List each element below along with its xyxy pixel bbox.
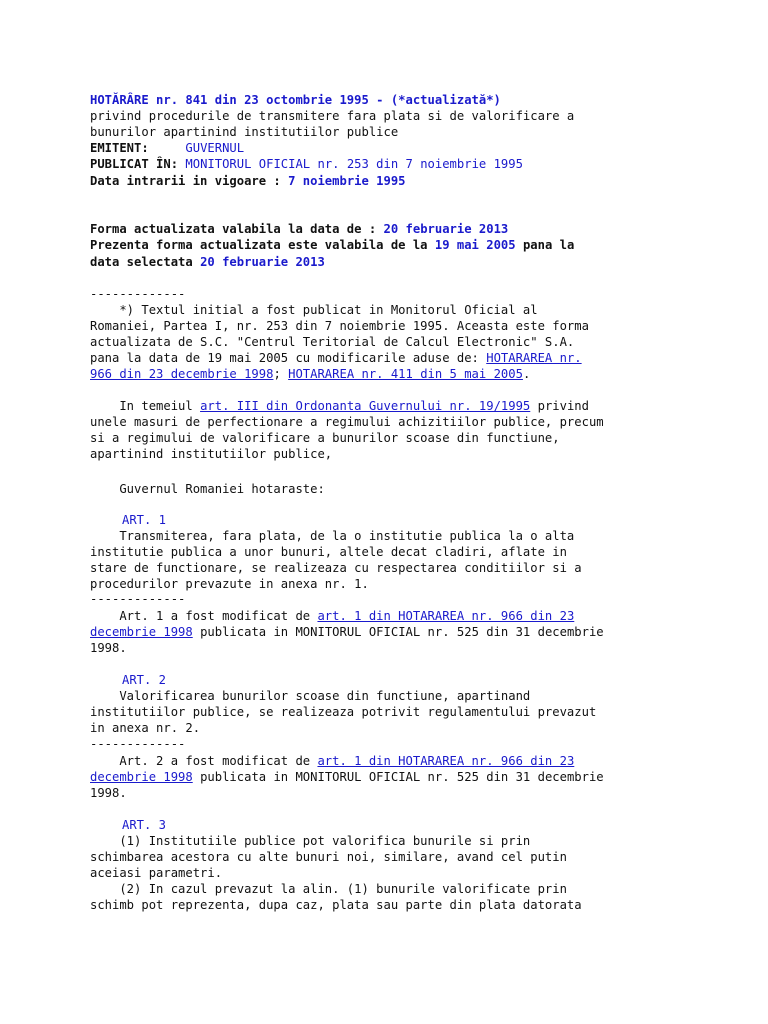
preamble-line: unele masuri de perfectionare a regimului achizitiilor publice, precum [90,415,604,429]
art-1-hotararea-966-link-cont[interactable]: decembrie 1998 [90,625,193,639]
art-1-line: Transmiterea, fara plata, de la o institutie publica la o alta [90,529,575,543]
art-2-heading: ART. 2 [122,673,167,687]
art-3-line: (2) In cazul prevazut la alin. (1) bunurile valorificate prin [90,882,567,896]
art-2-hotararea-966-link[interactable]: art. 1 din HOTARAREA nr. 966 din 23 [317,754,575,768]
note-text: pana la data de 19 mai 2005 cu modificarile aduse de: [90,351,479,365]
intrare-row [90,173,406,189]
prezenta-label: Prezenta forma actualizata este valabila de la [90,238,428,252]
art-1-modification [90,624,604,640]
note-line: actualizata de S.C. "Centrul Teritorial de Calcul Electronic" S.A. [90,335,575,349]
preamble-line: apartinind institutiilor publice, [90,447,333,461]
note-line: *) Textul initial a fost publicat in Monitorul Oficial al [90,303,538,317]
publicat-value: MONITORUL OFICIAL nr. 253 din 7 noiembrie 1995 [185,157,523,171]
art-3-line: (1) Institutiile publice pot valorifica bunurile si prin [90,834,531,848]
art-2-line: in anexa nr. 2. [90,721,201,735]
note-line: Romaniei, Partea I, nr. 253 din 7 noiembrie 1995. Aceasta este forma [90,319,589,333]
art-1-line: institutie publica a unor bunuri, altele decat cladiri, aflate in [90,545,567,559]
preamble-line [90,398,589,414]
separator: ------------- [90,592,186,606]
document-subject-line: privind procedurile de transmitere fara plata si de valorificare a [90,109,575,123]
preamble-suffix: privind [537,399,589,413]
mod-suffix: publicata in MONITORUL OFICIAL nr. 525 din 31 decembrie [200,625,604,639]
publicat-row [90,156,523,172]
art-2-modification: 1998. [90,786,127,800]
art-1-modification: 1998. [90,641,127,655]
art-2-line: Valorificarea bunurilor scoase din functiune, apartinand [90,689,531,703]
prezenta-from-date: 19 mai 2005 [434,238,516,252]
separator: ------------- [90,287,186,301]
preamble-prefix: In temeiul [90,399,193,413]
art-2-line: institutiilor publice, se realizeaza potrivit regulamentului prevazut [90,705,597,719]
document-subject-line: bunurilor apartinind institutiilor publice [90,125,399,139]
prezenta-mid: pana la [522,238,575,252]
note-line [90,366,530,382]
emitent-row [90,140,244,156]
forma-date: 20 februarie 2013 [383,222,509,236]
ordonanta-19-1995-link[interactable]: art. III din Ordonanta Guvernului nr. 19/1995 [200,399,531,413]
emitent-value: GUVERNUL [185,141,245,155]
note-separator: ; [273,367,281,381]
art-3-line: schimb pot reprezenta, dupa caz, plata sau parte din plata datorata [90,898,582,912]
art-1-hotararea-966-link[interactable]: art. 1 din HOTARAREA nr. 966 din 23 [317,609,575,623]
hotararea-966-link-cont[interactable]: 966 din 23 decembrie 1998 [90,367,274,381]
mod-prefix: Art. 2 a fost modificat de [90,754,311,768]
decision-line: Guvernul Romaniei hotaraste: [90,482,325,496]
art-2-modification [90,753,574,769]
emitent-label: EMITENT: [90,141,149,155]
hotararea-966-link[interactable]: HOTARAREA nr. [486,351,582,365]
hotararea-411-link[interactable]: HOTARAREA nr. 411 din 5 mai 2005 [288,367,523,381]
note-line [90,350,582,366]
art-1-modification [90,608,574,624]
art-3-heading: ART. 3 [122,818,167,832]
preamble-line: si a regimului de valorificare a bunurilor scoase din functiune, [90,431,560,445]
intrare-value: 7 noiembrie 1995 [288,174,406,188]
art-1-line: procedurilor prevazute in anexa nr. 1. [90,577,369,591]
selectata-row [90,254,325,270]
art-3-line: aceiasi parametri. [90,866,223,880]
publicat-label: PUBLICAT ÎN: [90,157,179,171]
prezenta-row [90,237,574,253]
separator: ------------- [90,737,186,751]
note-end: . [522,367,531,381]
forma-label: Forma actualizata valabila la data de : [90,222,377,236]
art-1-line: stare de functionare, se realizeaza cu respectarea conditiilor si a [90,561,582,575]
intrare-label: Data intrarii in vigoare : [90,174,281,188]
art-2-hotararea-966-link-cont[interactable]: decembrie 1998 [90,770,193,784]
selectata-date: 20 februarie 2013 [200,255,325,269]
mod-prefix: Art. 1 a fost modificat de [90,609,311,623]
mod-suffix: publicata in MONITORUL OFICIAL nr. 525 din 31 decembrie [200,770,604,784]
art-2-modification [90,769,604,785]
art-1-heading: ART. 1 [122,513,167,527]
art-3-line: schimbarea acestora cu alte bunuri noi, similare, avand cel putin [90,850,567,864]
document-title: HOTĂRÂRE nr. 841 din 23 octombrie 1995 - (*actualizată*) [90,93,501,107]
forma-row [90,221,508,237]
selectata-label: data selectata [90,255,193,269]
